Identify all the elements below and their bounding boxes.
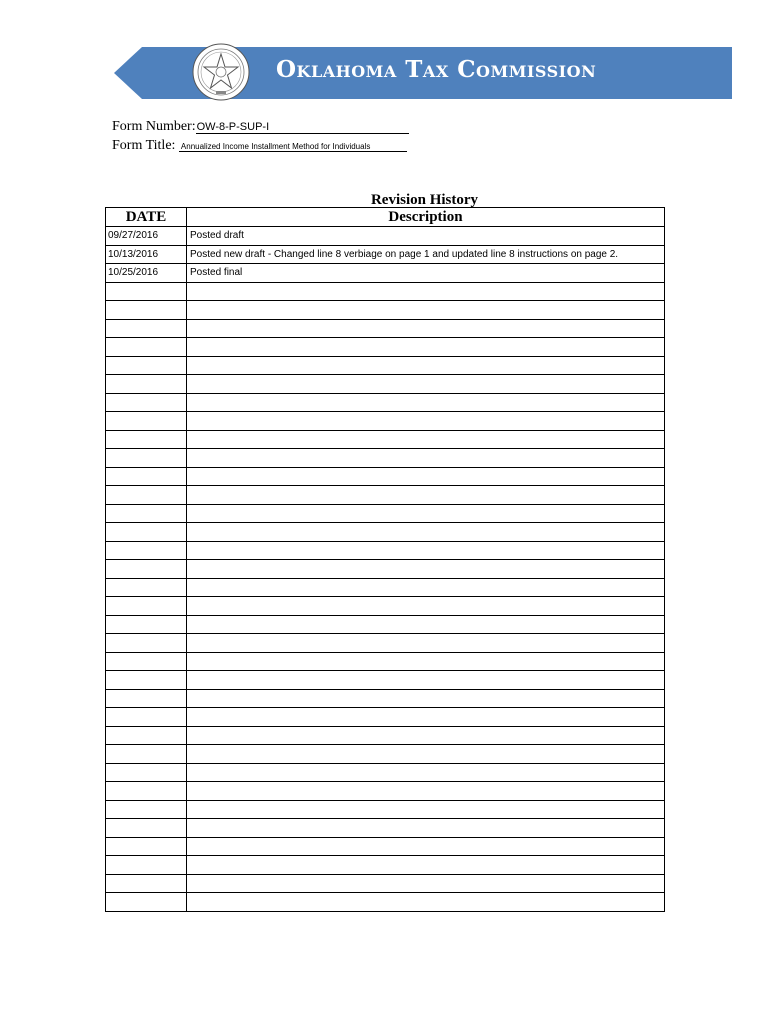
empty-table-row xyxy=(106,486,665,505)
revision-date-cell xyxy=(106,597,187,616)
empty-table-row xyxy=(106,301,665,320)
revision-date-cell xyxy=(106,837,187,856)
revision-date-cell xyxy=(106,763,187,782)
revision-description-cell xyxy=(187,301,665,320)
revision-date-cell xyxy=(106,578,187,597)
revision-date-cell: 10/25/2016 xyxy=(106,264,187,283)
revision-date-cell xyxy=(106,856,187,875)
revision-description-cell xyxy=(187,393,665,412)
date-column-header: DATE xyxy=(106,208,187,227)
header-banner xyxy=(114,47,732,99)
empty-table-row xyxy=(106,319,665,338)
revision-description-cell xyxy=(187,282,665,301)
empty-table-row xyxy=(106,430,665,449)
revision-description-cell xyxy=(187,504,665,523)
revision-description-cell xyxy=(187,782,665,801)
revision-date-cell xyxy=(106,800,187,819)
empty-table-row xyxy=(106,412,665,431)
revision-table-body xyxy=(106,227,665,912)
revision-description-cell xyxy=(187,800,665,819)
revision-description-cell xyxy=(187,726,665,745)
revision-description-cell xyxy=(187,745,665,764)
empty-table-row xyxy=(106,541,665,560)
revision-description-cell xyxy=(187,449,665,468)
revision-description-cell xyxy=(187,430,665,449)
revision-date-cell xyxy=(106,467,187,486)
empty-table-row xyxy=(106,671,665,690)
revision-date-cell xyxy=(106,338,187,357)
revision-description-cell: Posted final xyxy=(187,264,665,283)
agency-title: Oklahoma Tax Commission xyxy=(276,56,597,83)
revision-description-cell xyxy=(187,541,665,560)
revision-description-cell: Posted new draft - Changed line 8 verbiage on page 1 and updated line 8 instructions on page 2. xyxy=(187,245,665,264)
table-row xyxy=(106,245,665,264)
table-row xyxy=(106,227,665,246)
empty-table-row xyxy=(106,782,665,801)
revision-description-cell xyxy=(187,615,665,634)
revision-date-cell xyxy=(106,504,187,523)
empty-table-row xyxy=(106,523,665,542)
empty-table-row xyxy=(106,800,665,819)
revision-date-cell xyxy=(106,356,187,375)
revision-date-cell xyxy=(106,671,187,690)
empty-table-row xyxy=(106,726,665,745)
revision-date-cell xyxy=(106,375,187,394)
empty-table-row xyxy=(106,634,665,653)
revision-history-heading: Revision History xyxy=(370,192,479,208)
empty-table-row xyxy=(106,560,665,579)
revision-description-cell xyxy=(187,356,665,375)
revision-date-cell xyxy=(106,745,187,764)
revision-description-cell xyxy=(187,874,665,893)
empty-table-row xyxy=(106,745,665,764)
revision-description-cell xyxy=(187,578,665,597)
empty-table-row xyxy=(106,652,665,671)
form-number-label: Form Number: xyxy=(112,119,196,134)
revision-date-cell xyxy=(106,708,187,727)
empty-table-row xyxy=(106,338,665,357)
empty-table-row xyxy=(106,375,665,394)
empty-table-row xyxy=(106,708,665,727)
revision-date-cell: 10/13/2016 xyxy=(106,245,187,264)
revision-description-cell xyxy=(187,893,665,912)
form-number xyxy=(112,119,409,135)
revision-date-cell xyxy=(106,430,187,449)
revision-date-cell xyxy=(106,615,187,634)
revision-date-cell xyxy=(106,819,187,838)
empty-table-row xyxy=(106,763,665,782)
revision-date-cell xyxy=(106,319,187,338)
revision-date-cell xyxy=(106,393,187,412)
revision-description-cell xyxy=(187,689,665,708)
table-row xyxy=(106,264,665,283)
empty-table-row xyxy=(106,356,665,375)
empty-table-row xyxy=(106,874,665,893)
revision-date-cell xyxy=(106,486,187,505)
description-column-header: Description xyxy=(187,208,665,227)
revision-history-table xyxy=(105,207,665,912)
revision-date-cell xyxy=(106,652,187,671)
revision-description-cell xyxy=(187,708,665,727)
empty-table-row xyxy=(106,893,665,912)
empty-table-row xyxy=(106,837,665,856)
revision-date-cell xyxy=(106,874,187,893)
revision-date-cell xyxy=(106,282,187,301)
revision-description-cell xyxy=(187,560,665,579)
revision-date-cell xyxy=(106,893,187,912)
revision-date-cell xyxy=(106,541,187,560)
revision-description-cell xyxy=(187,319,665,338)
form-title-label: Form Title: xyxy=(112,138,176,153)
form-title xyxy=(112,138,407,154)
state-seal-icon xyxy=(192,43,250,101)
empty-table-row xyxy=(106,615,665,634)
form-title-value: Annualized Income Installment Method for Individuals xyxy=(179,142,407,152)
revision-description-cell xyxy=(187,375,665,394)
revision-description-cell xyxy=(187,597,665,616)
empty-table-row xyxy=(106,504,665,523)
revision-date-cell xyxy=(106,560,187,579)
revision-description-cell xyxy=(187,671,665,690)
revision-date-cell: 09/27/2016 xyxy=(106,227,187,246)
revision-description-cell xyxy=(187,486,665,505)
empty-table-row xyxy=(106,689,665,708)
table-header-row xyxy=(106,208,665,227)
revision-description-cell xyxy=(187,819,665,838)
revision-date-cell xyxy=(106,689,187,708)
revision-date-cell xyxy=(106,523,187,542)
revision-date-cell xyxy=(106,449,187,468)
revision-date-cell xyxy=(106,301,187,320)
empty-table-row xyxy=(106,467,665,486)
empty-table-row xyxy=(106,819,665,838)
revision-description-cell xyxy=(187,634,665,653)
revision-description-cell xyxy=(187,338,665,357)
revision-date-cell xyxy=(106,726,187,745)
revision-description-cell xyxy=(187,837,665,856)
revision-date-cell xyxy=(106,412,187,431)
revision-description-cell xyxy=(187,763,665,782)
empty-table-row xyxy=(106,449,665,468)
empty-table-row xyxy=(106,393,665,412)
revision-description-cell xyxy=(187,652,665,671)
empty-table-row xyxy=(106,282,665,301)
empty-table-row xyxy=(106,856,665,875)
revision-description-cell xyxy=(187,412,665,431)
revision-date-cell xyxy=(106,634,187,653)
revision-description-cell xyxy=(187,856,665,875)
form-number-value: OW-8-P-SUP-I xyxy=(196,121,409,134)
revision-description-cell xyxy=(187,523,665,542)
revision-date-cell xyxy=(106,782,187,801)
empty-table-row xyxy=(106,597,665,616)
revision-description-cell xyxy=(187,467,665,486)
empty-table-row xyxy=(106,578,665,597)
revision-description-cell: Posted draft xyxy=(187,227,665,246)
